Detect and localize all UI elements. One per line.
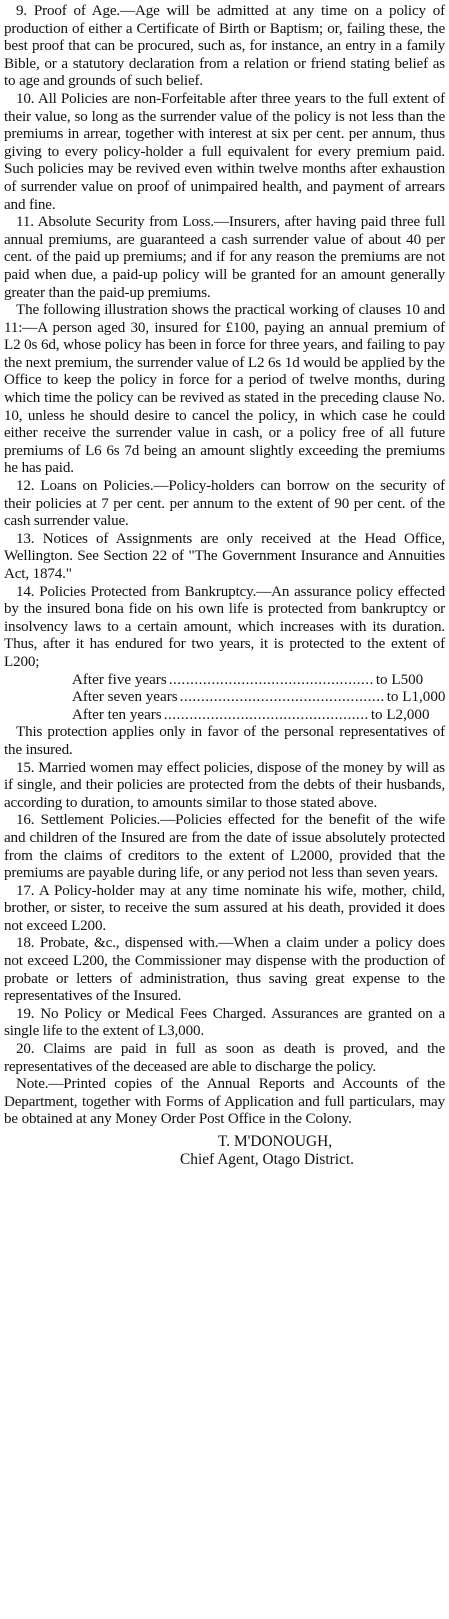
schedule-term: After five years bbox=[72, 671, 167, 688]
illustration-paragraph: The following illustration shows the practical working of clauses 10 and 11:—A person aged 30, insured for £100, paying an annual premium of L2 0s 6d, whose policy has been in force for three years, and failing to pay the next premium, the surrender value of L2 6s 1d would be applied by the Office to keep the policy in force for a period of twelve months, during which time the policy can be revived as stated in the preceding clause No. 10, unless he should desire to cancel the policy, in which case he could either receive the surrender value in cash, or a policy free of all future premiums of L6 6s 7d being an amount slightly exceeding the premiums he has paid. bbox=[4, 302, 445, 477]
leader-dots: ................................................ bbox=[168, 671, 374, 688]
signatory-title: Chief Agent, Otago District. bbox=[180, 1151, 354, 1168]
clause-17-nomination: 17. A Policy-holder may at any time nominate his wife, mother, child, brother, or sister, to receive the sum assured at his death, provided it does not exceed L200. bbox=[4, 882, 445, 934]
protection-note: This protection applies only in favor of the personal representatives of the insured. bbox=[4, 724, 445, 758]
schedule-amount: to L2,000 bbox=[370, 706, 430, 723]
signature-block bbox=[4, 1133, 445, 1169]
clauses-after-schedule bbox=[4, 724, 445, 1129]
schedule-row bbox=[72, 706, 430, 725]
leader-dots: ................................................ bbox=[179, 689, 385, 706]
clause-9-proof-of-age: 9. Proof of Age.—Age will be admitted at any time on a policy of production of either a Certificate of Birth or Baptism; or, failing these, the best proof that can be procured, such as, for instance, an entry in a family Bible, or a statutory declaration from a relation or friend stating belief as to age and grounds of such belief. bbox=[4, 3, 445, 90]
clause-12-loans: 12. Loans on Policies.—Policy-holders can borrow on the security of their policies at 7 per cent. per annum to the extent of 90 per cent. of the cash surrender value. bbox=[4, 478, 445, 530]
schedule-row bbox=[72, 689, 446, 707]
clause-15-married-women: 15. Married women may effect policies, dispose of the money by will as if single, and their policies are protected from the debts of their husbands, according to duration, to amounts similar to those stated above. bbox=[4, 759, 445, 811]
note-paragraph: Note.—Printed copies of the Annual Reports and Accounts of the Department, together with Forms of Application and full particulars, may be obtained at any Money Order Post Office in the Colony. bbox=[4, 1076, 445, 1128]
clauses-before-schedule bbox=[4, 3, 445, 672]
schedule-row bbox=[72, 671, 424, 690]
clause-10-non-forfeitable: 10. All Policies are non-Forfeitable after three years to the full extent of their value, so long as the surrender value of the policy is not less than the premiums in arrear, together with interest at six per cent. per annum, thus giving to every policy-holder a full equivalent for every premium paid. Such policies may be revived even within twelve months after exhaustion of surrender value on proof of unimpaired health, and payment of arrears and fine. bbox=[4, 90, 445, 213]
clause-19-no-fees: 19. No Policy or Medical Fees Charged. Assurances are granted on a single life to the extent of L3,000. bbox=[4, 1005, 445, 1040]
clause-18-probate: 18. Probate, &c., dispensed with.—When a claim under a policy does not exceed L200, the Commissioner may dispense with the production of probate or letters of administration, thus saving great expense to the representatives of the Insured. bbox=[4, 935, 445, 1005]
clause-16-settlement-policies: 16. Settlement Policies.—Policies effected for the benefit of the wife and children of the Insured are from the date of issue absolutely protected from the claims of creditors to the extent of L2000, provided that the premiums are payable during life, or any period not less than seven years. bbox=[4, 812, 445, 882]
signatory-name: T. M'DONOUGH, bbox=[218, 1133, 333, 1150]
protection-schedule bbox=[72, 671, 446, 725]
clause-20-claims: 20. Claims are paid in full as soon as death is proved, and the representatives of the deceased are able to discharge the policy. bbox=[4, 1041, 445, 1075]
clause-13-assignments: 13. Notices of Assignments are only received at the Head Office, Wellington. See Section 22 of "The Government Insurance and Annuities Act, 1874." bbox=[4, 530, 445, 582]
clause-11-security-from-loss: 11. Absolute Security from Loss.—Insurers, after having paid three full annual premiums, are guaranteed a cash surrender value of about 40 per cent. of the paid up premiums; and if for any reason the premiums are not paid when due, a paid-up policy will be granted for an amount generally greater than the paid-up premiums. bbox=[4, 214, 445, 301]
leader-dots: ................................................ bbox=[163, 706, 369, 723]
clause-14-bankruptcy: 14. Policies Protected from Bankruptcy.—An assurance policy effected by the insured bona fide on his own life is protected from bankruptcy or insolvency laws to a certain amount, which increases with its duration. Thus, after it has endured for two years, it is protected to the extent of L200; bbox=[4, 583, 445, 670]
schedule-amount: to L1,000 bbox=[386, 689, 446, 706]
schedule-amount: to L500 bbox=[375, 671, 424, 688]
schedule-term: After seven years bbox=[72, 689, 178, 706]
schedule-term: After ten years bbox=[72, 706, 162, 723]
